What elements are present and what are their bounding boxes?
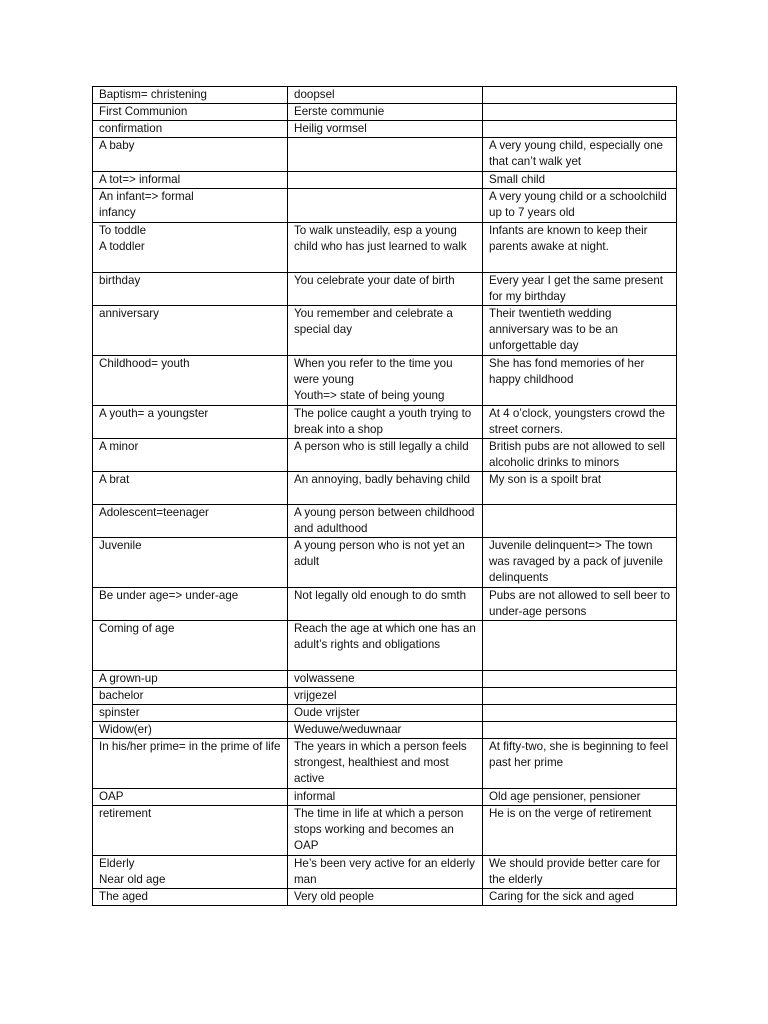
example-cell: [483, 104, 677, 121]
table-row: [93, 688, 677, 705]
example-cell: [483, 621, 677, 671]
table-row: [93, 439, 677, 472]
example-cell: [483, 505, 677, 538]
definition-cell: The police caught a youth trying to break into a shop: [288, 406, 483, 439]
example-cell: [483, 121, 677, 138]
table-row: [93, 472, 677, 505]
term-cell: Coming of age: [93, 621, 288, 671]
example-cell: Small child: [483, 172, 677, 189]
table-row: [93, 306, 677, 356]
term-cell: A baby: [93, 138, 288, 172]
example-cell: A very young child or a schoolchild up to 7 years old: [483, 189, 677, 223]
example-cell: He is on the verge of retirement: [483, 806, 677, 856]
term-cell: Widow(er): [93, 722, 288, 739]
term-cell: confirmation: [93, 121, 288, 138]
example-cell: Caring for the sick and aged: [483, 889, 677, 906]
example-cell: [483, 705, 677, 722]
example-cell: At 4 o’clock, youngsters crowd the street corners.: [483, 406, 677, 439]
term-cell: Baptism= christening: [93, 87, 288, 104]
table-row: [93, 223, 677, 273]
definition-cell: An annoying, badly behaving child: [288, 472, 483, 505]
example-cell: British pubs are not allowed to sell alcoholic drinks to minors: [483, 439, 677, 472]
table-row: [93, 138, 677, 172]
example-cell: [483, 722, 677, 739]
table-row: [93, 621, 677, 671]
definition-cell: vrijgezel: [288, 688, 483, 705]
example-cell: We should provide better care for the elderly: [483, 856, 677, 889]
table-row: [93, 121, 677, 138]
example-cell: My son is a spoilt brat: [483, 472, 677, 505]
table-row: [93, 538, 677, 588]
term-cell: Elderly Near old age: [93, 856, 288, 889]
table-row: [93, 273, 677, 306]
definition-cell: [288, 189, 483, 223]
definition-cell: volwassene: [288, 671, 483, 688]
term-cell: A tot=> informal: [93, 172, 288, 189]
definition-cell: A young person who is not yet an adult: [288, 538, 483, 588]
definition-cell: Oude vrijster: [288, 705, 483, 722]
example-cell: Their twentieth wedding anniversary was to be an unforgettable day: [483, 306, 677, 356]
term-cell: A minor: [93, 439, 288, 472]
example-cell: Infants are known to keep their parents awake at night.: [483, 223, 677, 273]
definition-cell: When you refer to the time you were young Youth=> state of being young: [288, 356, 483, 406]
definition-cell: To walk unsteadily, esp a young child who has just learned to walk: [288, 223, 483, 273]
term-cell: The aged: [93, 889, 288, 906]
definition-cell: Heilig vormsel: [288, 121, 483, 138]
term-cell: OAP: [93, 789, 288, 806]
definition-cell: A young person between childhood and adulthood: [288, 505, 483, 538]
definition-cell: You remember and celebrate a special day: [288, 306, 483, 356]
table-row: [93, 739, 677, 789]
definition-cell: The years in which a person feels strongest, healthiest and most active: [288, 739, 483, 789]
table-row: [93, 172, 677, 189]
example-cell: Old age pensioner, pensioner: [483, 789, 677, 806]
term-cell: To toddle A toddler: [93, 223, 288, 273]
definition-cell: Weduwe/weduwnaar: [288, 722, 483, 739]
definition-cell: The time in life at which a person stops working and becomes an OAP: [288, 806, 483, 856]
example-cell: She has fond memories of her happy childhood: [483, 356, 677, 406]
term-cell: First Communion: [93, 104, 288, 121]
table-row: [93, 588, 677, 621]
table-row: [93, 789, 677, 806]
term-cell: A youth= a youngster: [93, 406, 288, 439]
table-row: [93, 671, 677, 688]
term-cell: Be under age=> under-age: [93, 588, 288, 621]
term-cell: anniversary: [93, 306, 288, 356]
definition-cell: informal: [288, 789, 483, 806]
term-cell: retirement: [93, 806, 288, 856]
example-cell: Every year I get the same present for my birthday: [483, 273, 677, 306]
definition-cell: Not legally old enough to do smth: [288, 588, 483, 621]
example-cell: [483, 671, 677, 688]
term-cell: A grown-up: [93, 671, 288, 688]
definition-cell: [288, 138, 483, 172]
definition-cell: [288, 172, 483, 189]
table-row: [93, 889, 677, 906]
table-row: [93, 104, 677, 121]
definition-cell: Reach the age at which one has an adult’s rights and obligations: [288, 621, 483, 671]
table-row: [93, 806, 677, 856]
table-row: [93, 356, 677, 406]
definition-cell: A person who is still legally a child: [288, 439, 483, 472]
table-row: [93, 722, 677, 739]
example-cell: [483, 87, 677, 104]
example-cell: Juvenile delinquent=> The town was ravaged by a pack of juvenile delinquents: [483, 538, 677, 588]
term-cell: bachelor: [93, 688, 288, 705]
example-cell: [483, 688, 677, 705]
table-row: [93, 505, 677, 538]
definition-cell: He’s been very active for an elderly man: [288, 856, 483, 889]
table-row: [93, 87, 677, 104]
term-cell: A brat: [93, 472, 288, 505]
term-cell: Juvenile: [93, 538, 288, 588]
term-cell: spinster: [93, 705, 288, 722]
definition-cell: You celebrate your date of birth: [288, 273, 483, 306]
example-cell: Pubs are not allowed to sell beer to under-age persons: [483, 588, 677, 621]
table-row: [93, 705, 677, 722]
term-cell: birthday: [93, 273, 288, 306]
example-cell: A very young child, especially one that can’t walk yet: [483, 138, 677, 172]
term-cell: In his/her prime= in the prime of life: [93, 739, 288, 789]
vocabulary-table-body: [93, 87, 677, 906]
table-row: [93, 189, 677, 223]
example-cell: At fifty-two, she is beginning to feel past her prime: [483, 739, 677, 789]
definition-cell: doopsel: [288, 87, 483, 104]
table-row: [93, 856, 677, 889]
definition-cell: Eerste communie: [288, 104, 483, 121]
term-cell: Childhood= youth: [93, 356, 288, 406]
term-cell: An infant=> formal infancy: [93, 189, 288, 223]
vocabulary-table: [92, 86, 677, 906]
table-row: [93, 406, 677, 439]
term-cell: Adolescent=teenager: [93, 505, 288, 538]
definition-cell: Very old people: [288, 889, 483, 906]
